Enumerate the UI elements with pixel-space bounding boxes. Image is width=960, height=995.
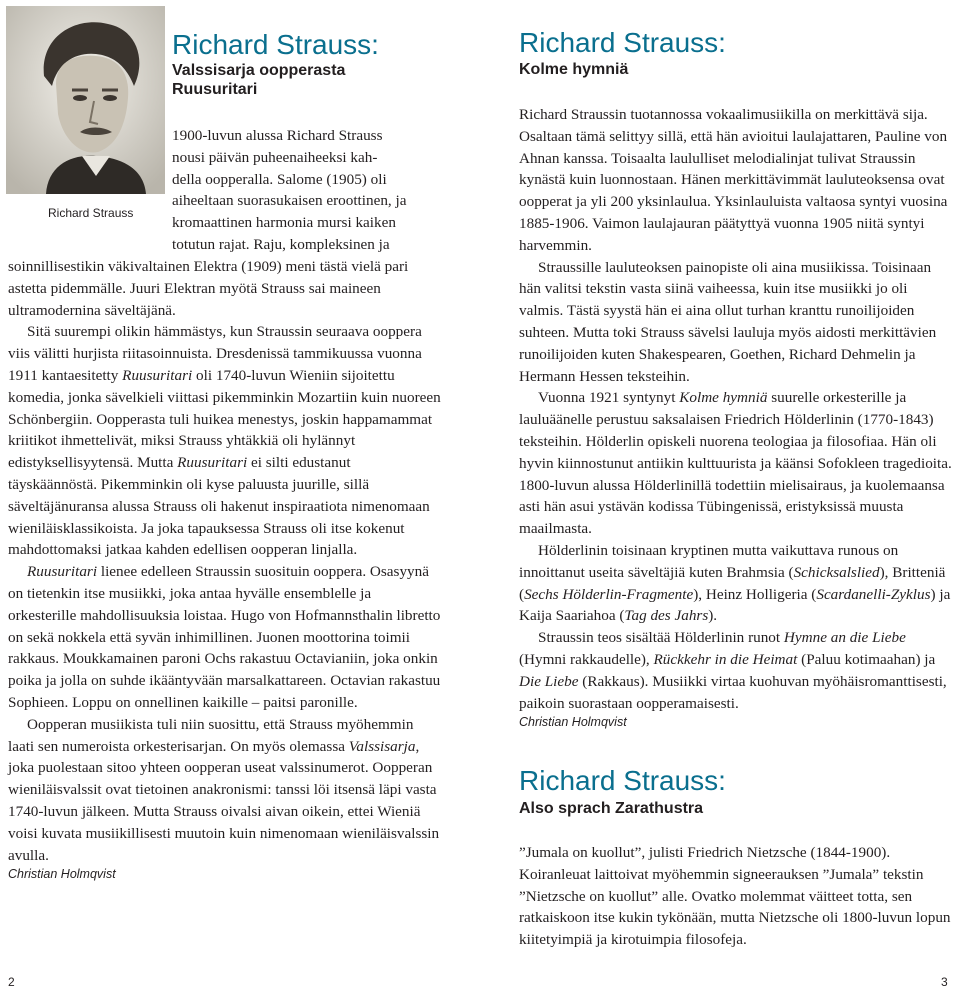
intro-line: totutun rajat. Raju, kompleksinen ja bbox=[172, 235, 390, 253]
paragraph: ”Jumala on kuollut”, julisti Friedrich Nietzsche (1844-1900). Koiranleuat laittoivat myöhemmin signeerauksen ”Jumala” tekstin ”Nietzsche on kuollut” alle. Ovatko molemmat väitteet totta, sen ratkaiskoon itse kukin tykönään, mutta Nietzsche oli 1800-luvun lopun kiitetyimpiä ja kirotuimpia filosofeja. bbox=[519, 844, 951, 949]
paragraph: Hölderlinin toisinaan kryptinen mutta vaikuttava runous on innoittanut useita säveltäjiä kuten Brahmsia (Schicksalslied), Britteniä (Sechs Hölderlin-Fragmente), Heinz Holligeria (Scardanelli-Zyklus) ja Kaija Saariahoa (Tag des Jahrs). bbox=[519, 541, 951, 625]
left-subtitle-line2: Ruusuritari bbox=[172, 81, 258, 98]
intro-line: 1900-luvun alussa Richard Strauss bbox=[172, 127, 383, 144]
hymns-article-body bbox=[519, 104, 955, 731]
intro-line: nousi päivän puheenaiheeksi kah- bbox=[172, 148, 378, 166]
left-title: Richard Strauss: bbox=[172, 29, 379, 60]
left-subtitle-line1: Valssisarja oopperasta bbox=[172, 62, 346, 79]
paragraph: Richard Straussin tuotannossa vokaalimusiikilla on merkittävä sija. Osaltaan tämä selittyy sillä, että hän avioitui laulajattaren, Pauline von Ahnan kanssa. Toisaalta laululliset melodialinjat tulivat Straussin kynästä kuin luonnostaan. Hänen merkittävimmät lauluteoksensa ovat oopperat ja yli 200 yksinlaulua. Yksinlauluista valtaosa syntyi vuosina 1885-1906. Vaimon laulajauran päätyttyä vuonna 1905 niitä syntyi harvemmin. bbox=[519, 106, 948, 254]
paragraph: Vuonna 1921 syntynyt Kolme hymniä suurelle orkesterille ja lauluäänelle perustuu saksalaisen Friedrich Hölderlinin (1770-1843) teksteihin. Hölderlin opiskeli nuorena teologiaa ja filosofiaa. Hän oli hyvin kiinnostunut antiikin kulttuurista ja käänsi Sofokleen tragedioita. 1800-luvun alussa Hölderlinillä todettiin mielisairaus, ja kuolemaansa asti hän asui ystävän kodissa Tübingenissä, eristyksissä muusta maailmasta. bbox=[519, 389, 952, 538]
paragraph: soinnillisestikin väkivaltainen Elektra (1909) meni tästä vielä pari astetta pidemmälle. Juuri Elektran myötä Strauss sai maineen ultramodernina säveltäjänä. bbox=[8, 258, 409, 319]
photo-caption: Richard Strauss bbox=[48, 206, 134, 220]
author-credit: Christian Holmqvist bbox=[519, 715, 627, 730]
page-number-left: 2 bbox=[8, 975, 15, 989]
paragraph: Oopperan musiikista tuli niin suosittu, että Strauss myöhemmin laati sen numeroista orkesterisarjan. On myös olemassa Valssisarja, joka puolestaan sitoo yhteen oopperan useat valssinumerot. Oopperan wieniläisvalssit ovat tietoinen anakronismi: tanssi löi itsensä läpi vasta 1740-luvun jälkeen. Mutta Strauss oivalsi aivan oikein, ettei Wieniä voisi kuvata musiikillisesti muutoin kuin nimenomaan wieniläisvalssin avulla. bbox=[8, 715, 440, 864]
page-number-right: 3 bbox=[941, 975, 948, 989]
richard-strauss-portrait bbox=[6, 6, 165, 194]
paragraph: Straussille lauluteoksen painopiste oli aina musiikissa. Toisinaan hän valitsi tekstin vasta siinä vaiheessa, kuin itse musiikki jo oli valmis. Tästä syystä hän ei aina ollut turhan kranttu runoilijoiden suhteen. Mutta toki Strauss sävelsi lauluja myös aidosti merkittävien runoilijoiden kuten Shakespearen, Goethen, Richard Dehmelin ja Hermann Hessen teksteihin. bbox=[519, 258, 937, 385]
paragraph: Ruusuritari lienee edelleen Straussin suosituin ooppera. Osasyynä on tietenkin itse musiikki, joka antaa hyvälle ensemblelle ja orkesterille mahdollisuuksia loistaa. Hugo von Hofmannsthalin libretto on sekä nokkela että syvän inhimillinen. Juonen moottorina toimii rakkaus. Moukkamainen paroni Ochs rakastuu Octavianiin, joka onkin poika ja jolla on suhde ikääntyvään marsalkattareen. Octavian rakastuu Sophieen. Loppu on onnellinen kaikille – paitsi paronille. bbox=[8, 563, 441, 711]
right-title-zarathustra: Richard Strauss: bbox=[519, 765, 726, 796]
portrait-image bbox=[6, 6, 165, 194]
intro-line: kromaattinen harmonia mursi kaiken bbox=[172, 214, 396, 232]
zarathustra-article-body bbox=[519, 842, 955, 951]
right-subtitle-zarathustra: Also sprach Zarathustra bbox=[519, 800, 704, 817]
intro-line: della oopperalla. Salome (1905) oli bbox=[172, 170, 387, 188]
paragraph: Sitä suurempi olikin hämmästys, kun Straussin seuraava ooppera viis välitti hurjista riitasoinnuista. Dresdenissä tammikuussa vuonna 1911 kantaesitetty Ruusuritari oli 1740-luvun Wieniin sijoitettu komedia, jonka sävelkieli viittasi pikemminkin Mozartiin kuin nuoreen Schönbergiin. Oopperasta tuli huikea menestys, joskin happamammat kriitikot ihmettelivät, miksi Strauss yhtäkkiä oli hylännyt edistyksellisyytensä. Mutta Ruusuritari ei silti edustanut täyskäännöstä. Pikemminkin oli kyse paluusta juurille, sillä säveltäjänuransa alussa Strauss oli hakenut inspiraatiota nimenomaan wieniläisklassikoista. Ja joka tapauksessa Strauss oli itse kokenut mahdottomaksi jatkaa kahden edellisen oopperan linjalla. bbox=[8, 323, 441, 559]
right-subtitle-hymns: Kolme hymniä bbox=[519, 61, 629, 78]
left-intro-lines bbox=[172, 125, 464, 256]
author-credit: Christian Holmqvist bbox=[8, 867, 116, 882]
left-article-body bbox=[8, 256, 442, 883]
intro-line: aiheeltaan suorasukaisen eroottinen, ja bbox=[172, 192, 407, 210]
right-title-hymns: Richard Strauss: bbox=[519, 27, 726, 58]
paragraph: Straussin teos sisältää Hölderlinin runot Hymne an die Liebe (Hymni rakkaudelle), Rückkehr in die Heimat (Paluu kotimaahan) ja Die Liebe (Rakkaus). Musiikki virtaa kuohuvan myöhäisromanttisesti, paikoin suorastaan oopperamaisesti. bbox=[519, 629, 947, 712]
